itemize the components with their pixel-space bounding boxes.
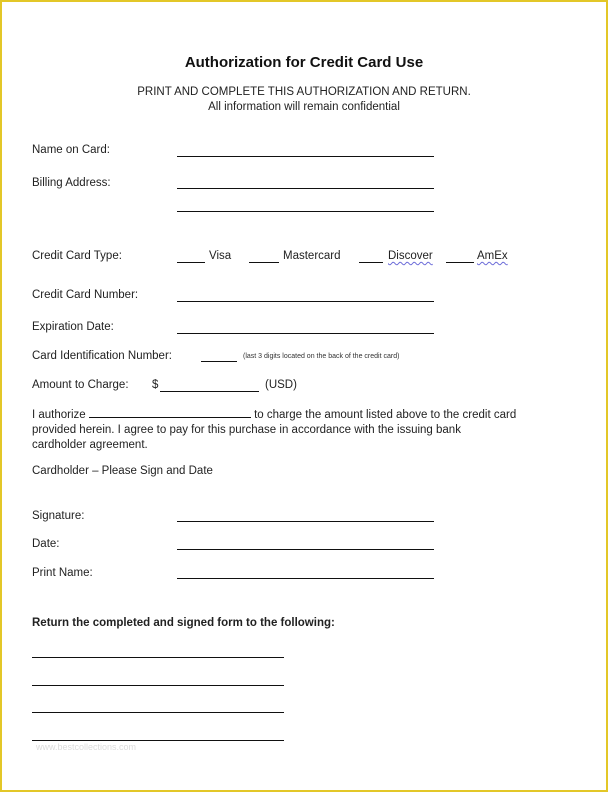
authorization-line-1 (32, 407, 580, 423)
authorize-suffix: to charge the amount listed above to the credit card (254, 409, 517, 421)
discover-checkbox-line[interactable] (359, 262, 383, 263)
cardholder-sign-heading: Cardholder – Please Sign and Date (32, 465, 213, 477)
card-id-number-field[interactable] (201, 361, 237, 362)
amex-checkbox-line[interactable] (446, 262, 474, 263)
visa-option-label: Visa (209, 250, 232, 262)
card-id-number-note: (last 3 digits located on the back of the credit card) (243, 353, 400, 360)
return-address-line-1[interactable] (32, 657, 284, 658)
mastercard-option-label: Mastercard (283, 250, 341, 262)
page-title: Authorization for Credit Card Use (184, 54, 424, 71)
watermark: www.bestcollections.com (36, 742, 137, 752)
currency-symbol: $ (152, 379, 159, 391)
amex-option-label: AmEx (477, 250, 508, 262)
return-address-line-3[interactable] (32, 712, 284, 713)
name-on-card-field[interactable] (177, 156, 434, 157)
print-name-label: Print Name: (32, 567, 93, 579)
signature-field[interactable] (177, 521, 434, 522)
name-on-card-label: Name on Card: (32, 144, 110, 156)
date-field[interactable] (177, 549, 434, 550)
card-type-label: Credit Card Type: (32, 250, 122, 262)
date-label: Date: (32, 538, 60, 550)
billing-address-label: Billing Address: (32, 177, 111, 189)
return-address-line-4[interactable] (32, 740, 284, 741)
expiration-date-field[interactable] (177, 333, 434, 334)
authorized-merchant-field[interactable] (89, 407, 251, 418)
authorization-paragraph (32, 407, 580, 453)
signature-label: Signature: (32, 510, 85, 522)
print-name-field[interactable] (177, 578, 434, 579)
instructions-line-1: PRINT AND COMPLETE THIS AUTHORIZATION AND RETURN. (137, 86, 471, 98)
visa-checkbox-line[interactable] (177, 262, 205, 263)
card-number-field[interactable] (177, 301, 434, 302)
discover-option-label: Discover (388, 250, 433, 262)
amount-to-charge-field[interactable] (160, 391, 259, 392)
authorization-line-3: cardholder agreement. (32, 439, 148, 451)
return-instructions-heading: Return the completed and signed form to the following: (32, 617, 335, 629)
return-address-line-2[interactable] (32, 685, 284, 686)
expiration-date-label: Expiration Date: (32, 321, 114, 333)
mastercard-checkbox-line[interactable] (249, 262, 279, 263)
currency-unit: (USD) (265, 379, 297, 391)
card-id-number-label: Card Identification Number: (32, 350, 172, 362)
billing-address-field-2[interactable] (177, 211, 434, 212)
authorize-prefix: I authorize (32, 409, 86, 421)
authorization-line-2: provided herein. I agree to pay for this purchase in accordance with the issuing bank (32, 424, 461, 436)
instructions-line-2: All information will remain confidential (208, 101, 400, 113)
amount-to-charge-label: Amount to Charge: (32, 379, 129, 391)
card-number-label: Credit Card Number: (32, 289, 139, 301)
billing-address-field-1[interactable] (177, 188, 434, 189)
